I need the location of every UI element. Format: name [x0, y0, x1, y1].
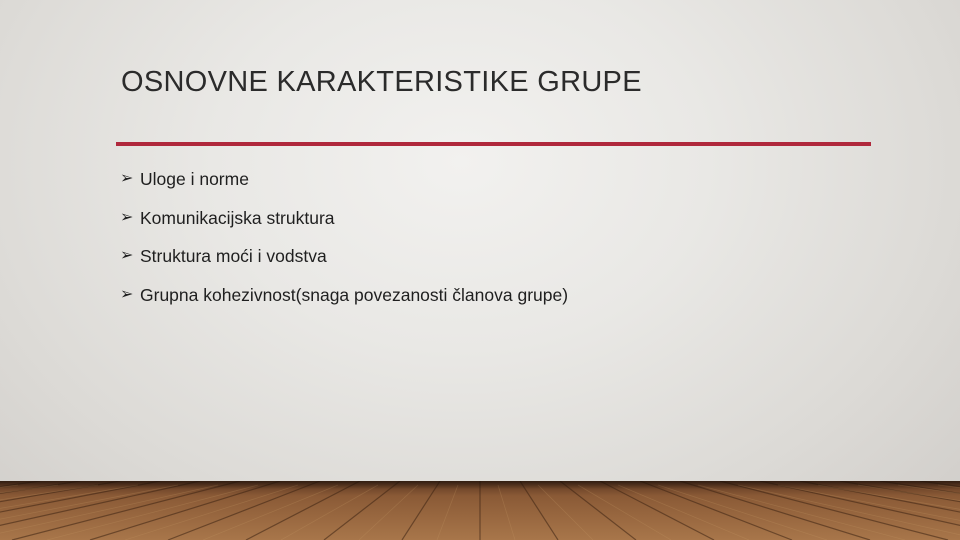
arrow-bullet-icon: ➢: [120, 247, 134, 264]
arrow-bullet-icon: ➢: [120, 170, 134, 187]
bullet-item: [120, 167, 568, 206]
bullet-text: Struktura moći i vodstva: [140, 246, 327, 266]
bullet-list: [120, 167, 568, 321]
bullet-item: [120, 244, 568, 283]
bullet-text: Grupna kohezivnost(snaga povezanosti članova grupe): [140, 284, 569, 305]
bullet-text: Uloge i norme: [140, 169, 249, 189]
bullet-item: [120, 206, 568, 245]
arrow-bullet-icon: ➢: [120, 285, 134, 303]
bullet-item: [120, 283, 568, 322]
bullet-text: Komunikacijska struktura: [140, 207, 335, 228]
title-divider: [116, 142, 871, 146]
slide-title: OSNOVNE KARAKTERISTIKE GRUPE: [121, 66, 642, 98]
wood-floor: [0, 481, 960, 540]
arrow-bullet-icon: ➢: [120, 208, 134, 226]
